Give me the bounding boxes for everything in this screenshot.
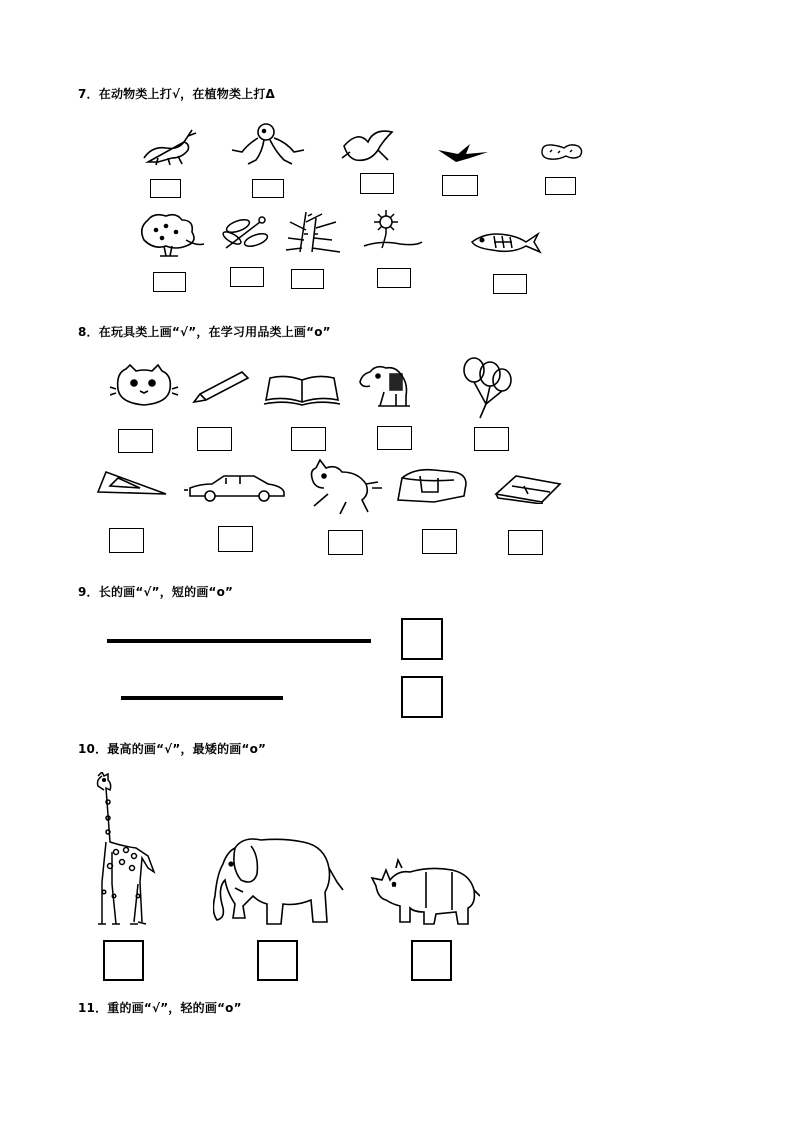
answer-box-book[interactable] bbox=[291, 427, 326, 451]
answer-box-schoolbag[interactable] bbox=[422, 529, 457, 554]
cat-toy-icon bbox=[110, 363, 180, 409]
tree-icon bbox=[136, 210, 208, 258]
short-line bbox=[121, 696, 283, 700]
answer-box-dragonfly[interactable] bbox=[230, 267, 264, 287]
answer-box-pencil-case[interactable] bbox=[508, 530, 543, 555]
answer-box-toy-pig[interactable] bbox=[328, 530, 363, 555]
balloons-icon bbox=[460, 354, 514, 420]
schoolbag-icon bbox=[394, 466, 470, 504]
answer-box-toy-car[interactable] bbox=[218, 526, 253, 552]
answer-box-giraffe[interactable] bbox=[103, 940, 144, 981]
long-line bbox=[107, 639, 371, 643]
answer-box-rhino[interactable] bbox=[411, 940, 452, 981]
monkey-icon bbox=[228, 122, 308, 166]
flower-icon bbox=[360, 208, 424, 252]
toy-dog-icon bbox=[356, 362, 420, 410]
deer-icon bbox=[138, 128, 200, 166]
question-10-text: 10．最高的画“√”，最矮的画“o” bbox=[78, 742, 267, 756]
answer-box-deer[interactable] bbox=[150, 179, 181, 198]
answer-box-flower[interactable] bbox=[377, 268, 411, 288]
answer-box-monkey[interactable] bbox=[252, 179, 284, 198]
question-11-text: 11．重的画“√”，轻的画“o” bbox=[78, 1001, 242, 1015]
answer-box-pencil[interactable] bbox=[197, 427, 232, 451]
answer-box-balloons[interactable] bbox=[474, 427, 509, 451]
elephant-icon bbox=[213, 834, 347, 930]
answer-box-bird[interactable] bbox=[360, 173, 394, 194]
answer-box-long-line[interactable] bbox=[401, 618, 443, 660]
answer-box-short-line[interactable] bbox=[401, 676, 443, 718]
answer-box-swallow[interactable] bbox=[442, 175, 478, 196]
triangle-ruler-icon bbox=[96, 468, 170, 496]
peanut-icon bbox=[538, 140, 586, 162]
question-9-text: 9．长的画“√”，短的画“o” bbox=[78, 585, 234, 599]
giraffe-icon bbox=[92, 772, 160, 928]
book-icon bbox=[262, 372, 342, 406]
answer-box-elephant[interactable] bbox=[257, 940, 298, 981]
answer-box-cat-toy[interactable] bbox=[118, 429, 153, 453]
answer-box-bamboo[interactable] bbox=[291, 269, 324, 289]
pencil-icon bbox=[190, 370, 250, 404]
swallow-icon bbox=[436, 140, 490, 164]
toy-car-icon bbox=[184, 474, 288, 502]
question-7-text: 7．在动物类上打√，在植物类上打Δ bbox=[78, 87, 276, 101]
dragonfly-icon bbox=[216, 212, 272, 256]
fish-icon bbox=[468, 228, 542, 256]
answer-box-peanut[interactable] bbox=[545, 177, 576, 195]
bamboo-icon bbox=[282, 208, 348, 254]
bird-icon bbox=[338, 124, 398, 166]
answer-box-toy-dog[interactable] bbox=[377, 426, 412, 450]
rhino-icon bbox=[370, 856, 480, 928]
pencil-case-icon bbox=[494, 474, 562, 504]
toy-pig-icon bbox=[306, 458, 384, 516]
answer-box-tree[interactable] bbox=[153, 272, 186, 292]
answer-box-fish[interactable] bbox=[493, 274, 527, 294]
answer-box-triangle-ruler[interactable] bbox=[109, 528, 144, 553]
question-8-text: 8．在玩具类上画“√”，在学习用品类上画“o” bbox=[78, 325, 331, 339]
